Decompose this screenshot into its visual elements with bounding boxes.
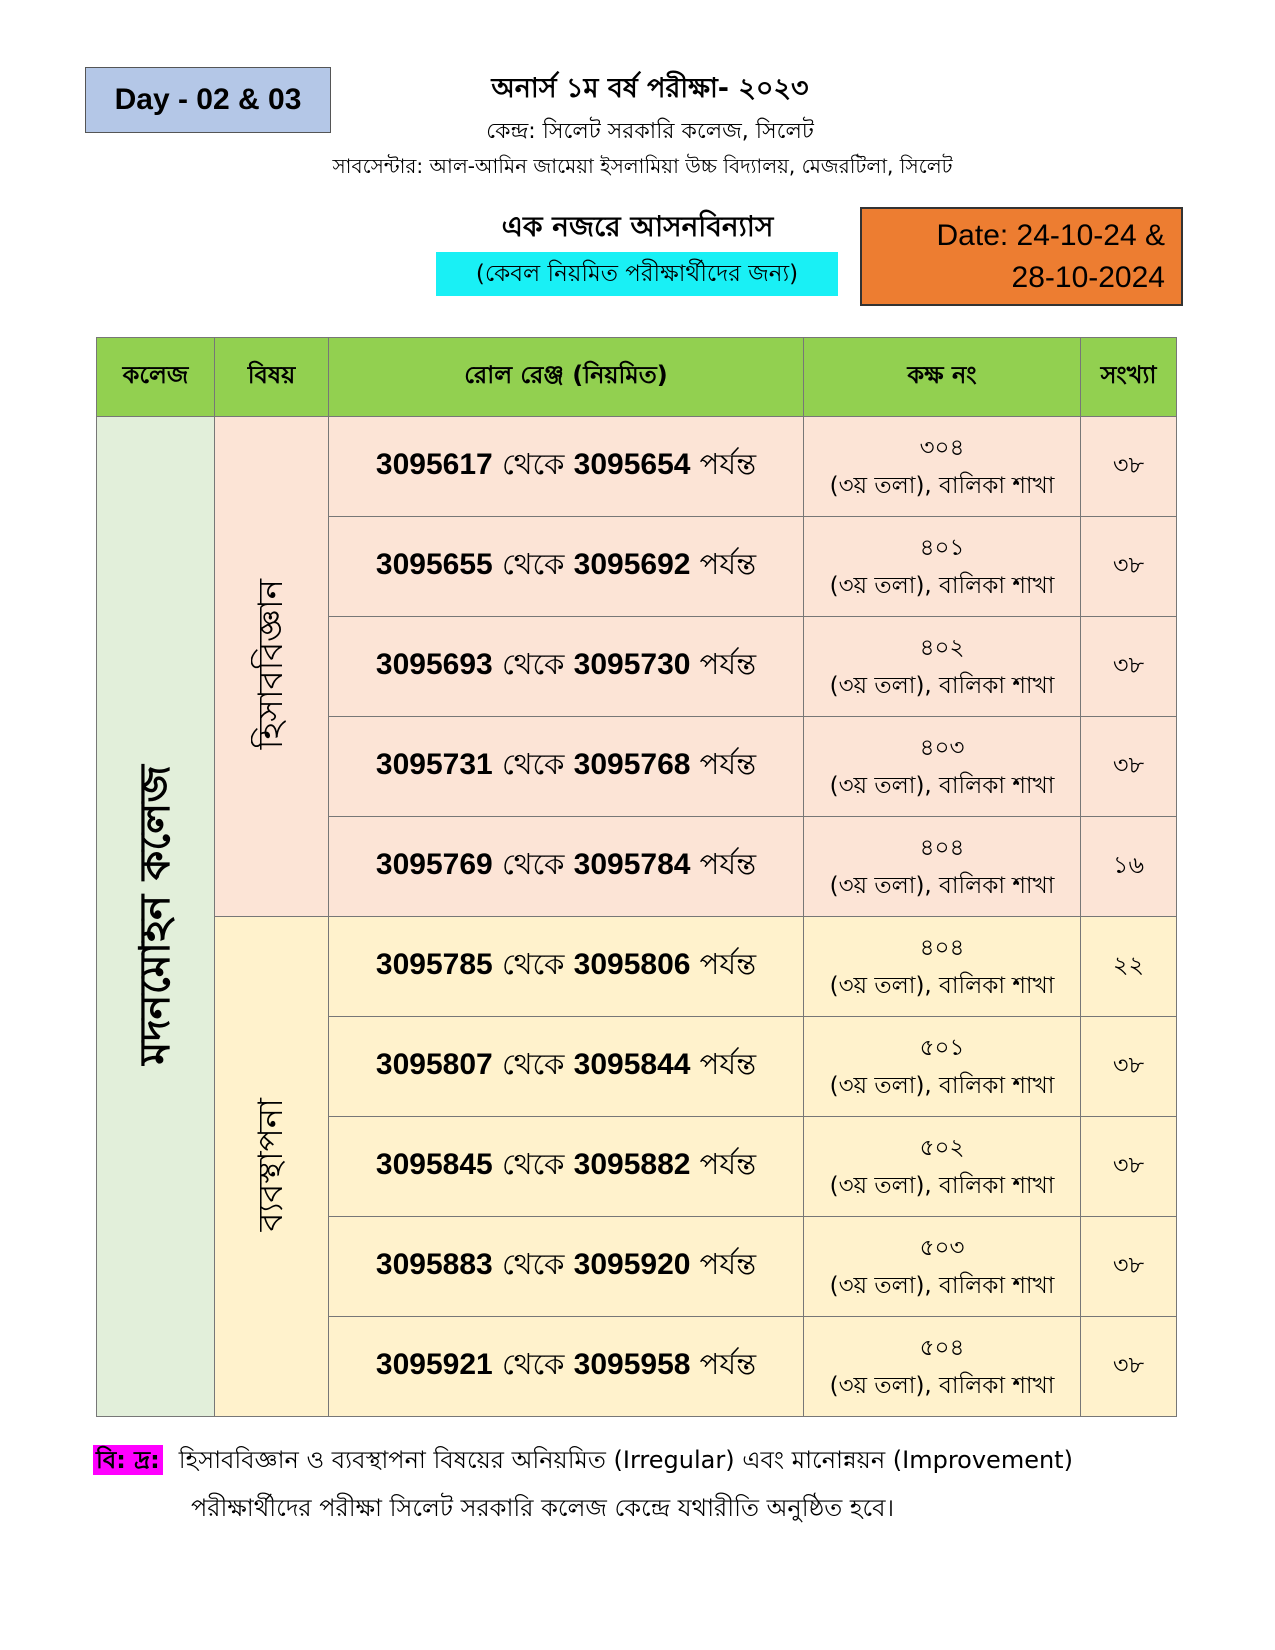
roll-range-cell (329, 417, 804, 517)
exam-title: অনার্স ১ম বর্ষ পরীক্ষা- ২০২৩ (491, 73, 809, 104)
room-floor: (৩য় তলা), বালিকা শাখা (829, 972, 1055, 999)
seat-plan-title: এক নজরে আসনবিন্যাস (501, 210, 774, 243)
roll-from: 3095921 (375, 1348, 493, 1381)
room-floor: (৩য় তলা), বালিকা শাখা (829, 1272, 1055, 1299)
roll-from-word: থেকে (501, 747, 565, 781)
roll-range-cell (329, 917, 804, 1017)
room-number: ৫০৪ (919, 1334, 965, 1361)
roll-range-cell (329, 817, 804, 917)
count-cell: ১৬ (1081, 817, 1177, 917)
count-cell: ৩৮ (1081, 1217, 1177, 1317)
count-cell: ৩৮ (1081, 517, 1177, 617)
roll-range-cell (329, 1217, 804, 1317)
room-number: ৪০৪ (919, 834, 965, 861)
room-floor: (৩য় তলা), বালিকা শাখা (829, 472, 1055, 499)
roll-range-cell (329, 1017, 804, 1117)
table-header-row (97, 338, 1177, 417)
count-cell: ৩৮ (1081, 717, 1177, 817)
table-row (97, 417, 1177, 517)
roll-to: 3095806 (573, 948, 691, 981)
roll-to-word: পর্যন্ত (699, 747, 757, 781)
footer-label: বি: দ্র: (93, 1445, 163, 1475)
room-cell (804, 617, 1081, 717)
roll-from-word: থেকে (501, 447, 565, 481)
exam-subcenter: সাবসেন্টার: আল-আমিন জামেয়া ইসলামিয়া উচ্চ বিদ্যালয়, মেজরটিলা, সিলেট (332, 154, 953, 178)
room-cell (804, 1217, 1081, 1317)
roll-from: 3095731 (375, 748, 493, 781)
room-floor: (৩য় তলা), বালিকা শাখা (829, 1172, 1055, 1199)
roll-range-cell (329, 617, 804, 717)
room-number: ৫০২ (919, 1134, 965, 1161)
roll-from: 3095883 (375, 1248, 493, 1281)
roll-to-word: পর্যন্ত (699, 647, 757, 681)
room-cell (804, 1117, 1081, 1217)
room-number: ৩০৪ (919, 434, 965, 461)
college-name: মদনমোহন কলেজ (130, 764, 179, 1065)
roll-to: 3095920 (573, 1248, 691, 1281)
count-cell: ৩৮ (1081, 417, 1177, 517)
header-subject: বিষয় (215, 338, 329, 417)
roll-range-cell (329, 517, 804, 617)
roll-from-word: থেকে (501, 847, 565, 881)
roll-to-word: পর্যন্ত (699, 1047, 757, 1081)
roll-from-word: থেকে (501, 1347, 565, 1381)
room-cell (804, 817, 1081, 917)
room-number: ৪০১ (919, 534, 965, 561)
footer-note (93, 1442, 1073, 1482)
roll-from: 3095845 (375, 1148, 493, 1181)
room-floor: (৩য় তলা), বালিকা শাখা (829, 672, 1055, 699)
footer-line-1: হিসাববিজ্ঞান ও ব্যবস্থাপনা বিষয়ের অনিয়মিত (Irregular) এবং মানোন্নয়ন (Improvement) (178, 1446, 1073, 1474)
footer-line-2: পরীক্ষার্থীদের পরীক্ষা সিলেট সরকারি কলেজ কেন্দ্রে যথারীতি অনুষ্ঠিত হবে। (191, 1494, 895, 1522)
roll-to: 3095784 (573, 848, 691, 881)
subject-accounting: হিসাববিজ্ঞান (251, 579, 291, 750)
roll-to: 3095768 (573, 748, 691, 781)
roll-to: 3095654 (573, 448, 691, 481)
room-floor: (৩য় তলা), বালিকা শাখা (829, 772, 1055, 799)
seat-plan-table (96, 337, 1177, 1417)
roll-to-word: পর্যন্ত (699, 447, 757, 481)
room-floor: (৩য় তলা), বালিকা শাখা (829, 1072, 1055, 1099)
roll-to: 3095844 (573, 1048, 691, 1081)
room-floor: (৩য় তলা), বালিকা শাখা (829, 572, 1055, 599)
regular-only-note: (কেবল নিয়মিত পরীক্ষার্থীদের জন্য) (436, 252, 838, 296)
roll-from-word: থেকে (501, 947, 565, 981)
roll-from: 3095807 (375, 1048, 493, 1081)
roll-range-cell (329, 717, 804, 817)
header-count: সংখ্যা (1081, 338, 1177, 417)
header-roll-range: রোল রেঞ্জ (নিয়মিত) (329, 338, 804, 417)
roll-to-word: পর্যন্ত (699, 1347, 757, 1381)
college-cell (97, 417, 215, 1417)
roll-to-word: পর্যন্ত (699, 1147, 757, 1181)
roll-from: 3095785 (375, 948, 493, 981)
room-number: ৪০৩ (919, 734, 965, 761)
subject-cell-management (215, 917, 329, 1417)
roll-from-word: থেকে (501, 1247, 565, 1281)
room-cell (804, 517, 1081, 617)
roll-range-cell (329, 1117, 804, 1217)
exam-center: কেন্দ্র: সিলেট সরকারি কলেজ, সিলেট (486, 119, 814, 144)
count-cell: ২২ (1081, 917, 1177, 1017)
date-line-1: Date: 24-10-24 & (936, 218, 1165, 252)
roll-from: 3095655 (375, 548, 493, 581)
count-cell: ৩৮ (1081, 1017, 1177, 1117)
roll-from-word: থেকে (501, 547, 565, 581)
room-cell (804, 1317, 1081, 1417)
table-row (97, 917, 1177, 1017)
room-floor: (৩য় তলা), বালিকা শাখা (829, 1372, 1055, 1399)
roll-to: 3095882 (573, 1148, 691, 1181)
roll-to-word: পর্যন্ত (699, 547, 757, 581)
room-cell (804, 1017, 1081, 1117)
room-cell (804, 917, 1081, 1017)
date-box (860, 207, 1183, 306)
subject-management: ব্যবস্থাপনা (251, 1097, 291, 1232)
subject-cell-accounting (215, 417, 329, 917)
header-room: কক্ষ নং (804, 338, 1081, 417)
roll-from: 3095617 (375, 448, 493, 481)
roll-from-word: থেকে (501, 1047, 565, 1081)
roll-from-word: থেকে (501, 647, 565, 681)
roll-to-word: পর্যন্ত (699, 947, 757, 981)
day-label: Day - 02 & 03 (85, 67, 331, 133)
roll-from-word: থেকে (501, 1147, 565, 1181)
roll-to-word: পর্যন্ত (699, 1247, 757, 1281)
room-number: ৫০৩ (919, 1234, 965, 1261)
date-line-2: 28-10-2024 (1011, 260, 1165, 294)
count-cell: ৩৮ (1081, 617, 1177, 717)
roll-to-word: পর্যন্ত (699, 847, 757, 881)
roll-range-cell (329, 1317, 804, 1417)
roll-to: 3095692 (573, 548, 691, 581)
header-college: কলেজ (97, 338, 215, 417)
roll-to: 3095730 (573, 648, 691, 681)
count-cell: ৩৮ (1081, 1117, 1177, 1217)
room-number: ৪০৪ (919, 934, 965, 961)
room-cell (804, 717, 1081, 817)
count-cell: ৩৮ (1081, 1317, 1177, 1417)
roll-from: 3095693 (375, 648, 493, 681)
room-number: ৫০১ (919, 1034, 965, 1061)
room-floor: (৩য় তলা), বালিকা শাখা (829, 872, 1055, 899)
room-cell (804, 417, 1081, 517)
roll-from: 3095769 (375, 848, 493, 881)
roll-to: 3095958 (573, 1348, 691, 1381)
room-number: ৪০২ (919, 634, 965, 661)
